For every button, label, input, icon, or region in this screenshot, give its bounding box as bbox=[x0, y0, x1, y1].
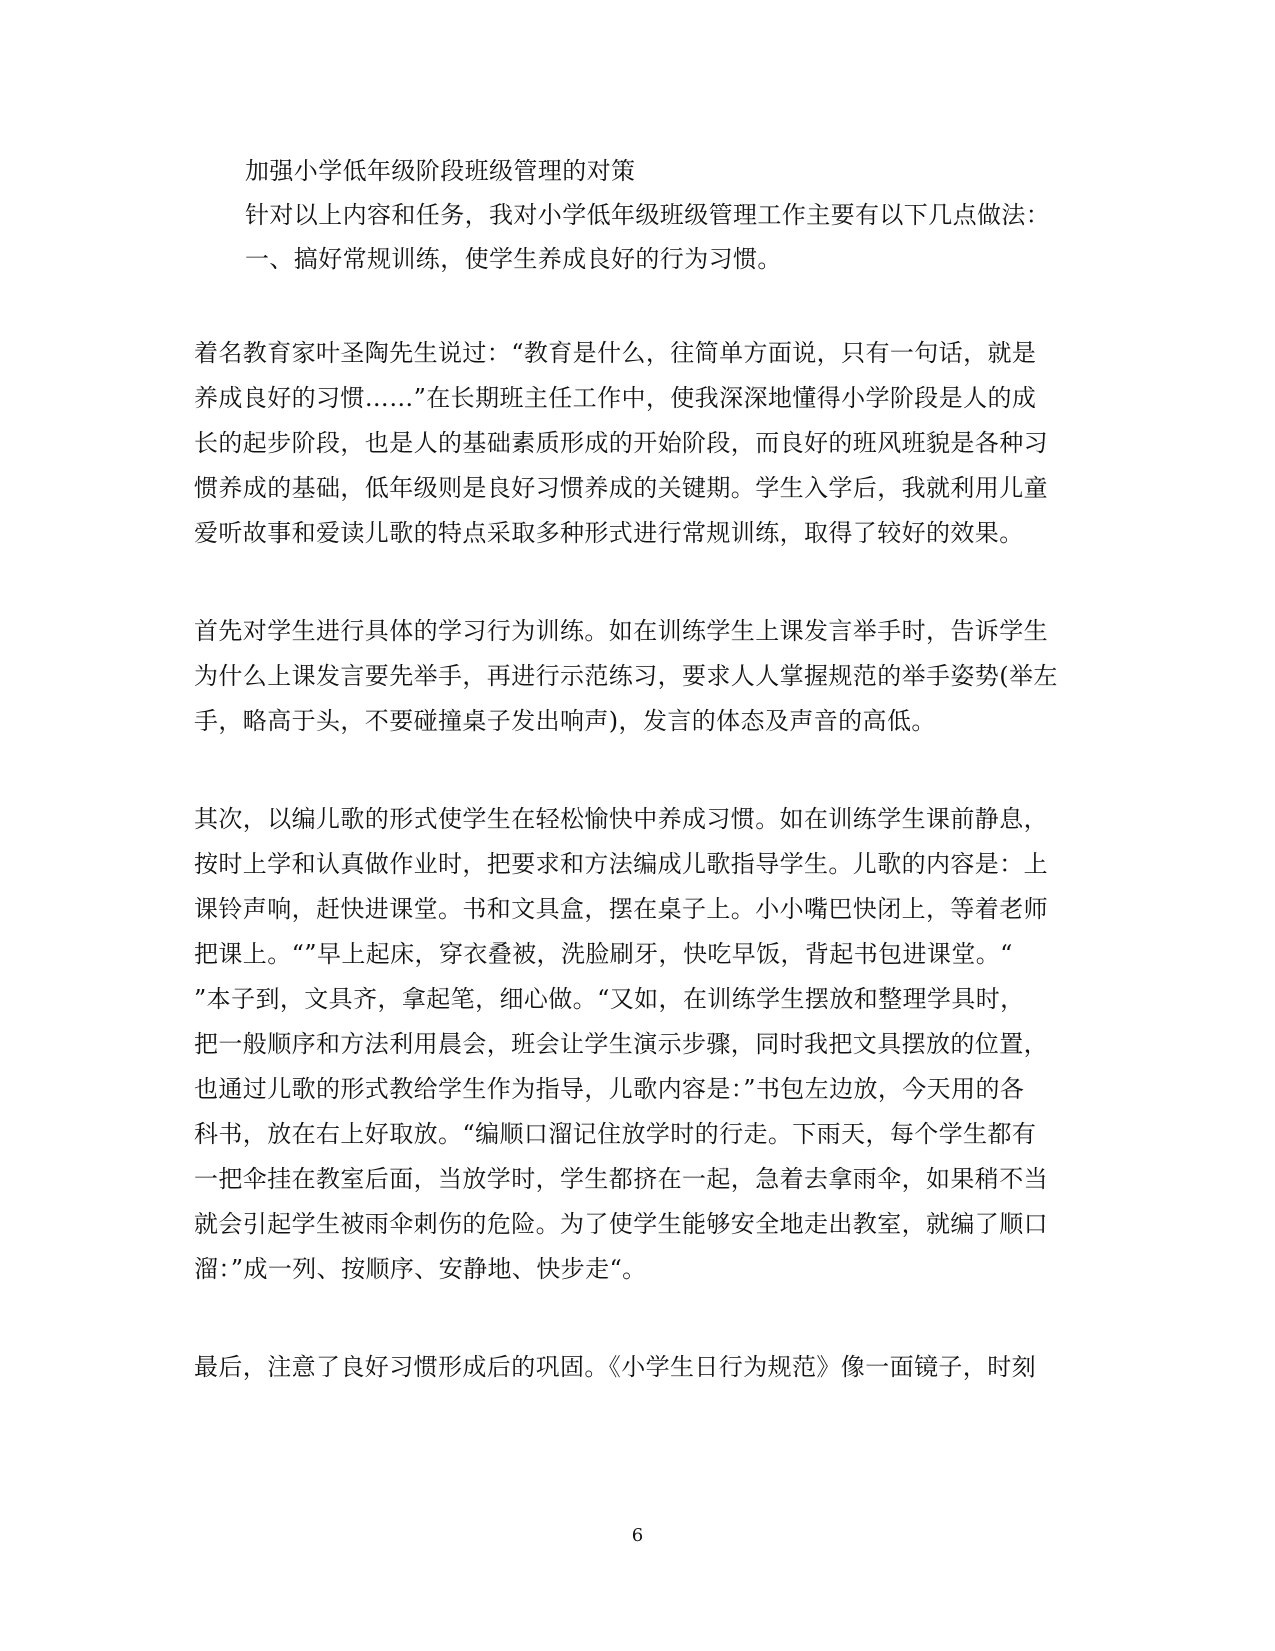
paragraph-line: 科书，放在右上好取放。“编顺口溜记住放学时的行走。下雨天，每个学生都有 bbox=[194, 1120, 1037, 1148]
page-number: 6 bbox=[631, 1525, 644, 1546]
paragraph-line: 手，略高于头，不要碰撞桌子发出响声)，发言的体态及声音的高低。 bbox=[194, 707, 936, 735]
paragraph-line: 就会引起学生被雨伞刺伤的危险。为了使学生能够安全地走出教室，就编了顺口 bbox=[194, 1210, 1048, 1238]
paragraph-line: 着名教育家叶圣陶先生说过：“教育是什么，往简单方面说，只有一句话，就是 bbox=[194, 339, 1037, 367]
section-heading: 加强小学低年级阶段班级管理的对策 bbox=[245, 157, 636, 185]
paragraph-line: 惯养成的基础，低年级则是良好习惯养成的关键期。学生入学后，我就利用儿童 bbox=[194, 474, 1048, 502]
paragraph-line: 长的起步阶段，也是人的基础素质形成的开始阶段，而良好的班风班貌是各种习 bbox=[194, 429, 1048, 457]
paragraph-line: 一把伞挂在教室后面，当放学时，学生都挤在一起，急着去拿雨伞，如果稍不当 bbox=[194, 1165, 1048, 1193]
paragraph-line: 把一般顺序和方法利用晨会，班会让学生演示步骤，同时我把文具摆放的位置， bbox=[194, 1030, 1048, 1058]
paragraph-line: 首先对学生进行具体的学习行为训练。如在训练学生上课发言举手时，告诉学生 bbox=[194, 617, 1048, 645]
paragraph-line: 课铃声响，赶快进课堂。书和文具盒，摆在桌子上。小小嘴巴快闭上，等着老师 bbox=[194, 895, 1048, 923]
subsection-heading: 一、搞好常规训练，使学生养成良好的行为习惯。 bbox=[245, 245, 782, 273]
paragraph-line: ”本子到，文具齐，拿起笔，细心做。“又如，在训练学生摆放和整理学具时， bbox=[194, 985, 1025, 1013]
paragraph-line: 也通过儿歌的形式教给学生作为指导，儿歌内容是：”书包左边放，今天用的各 bbox=[194, 1075, 1025, 1103]
paragraph-line: 其次，以编儿歌的形式使学生在轻松愉快中养成习惯。如在训练学生课前静息， bbox=[194, 805, 1048, 833]
paragraph-line: 按时上学和认真做作业时，把要求和方法编成儿歌指导学生。儿歌的内容是：上 bbox=[194, 850, 1048, 878]
intro-line: 针对以上内容和任务，我对小学低年级班级管理工作主要有以下几点做法： bbox=[245, 201, 1051, 229]
paragraph-line: 最后，注意了良好习惯形成后的巩固。《小学生日行为规范》像一面镜子，时刻 bbox=[194, 1353, 1036, 1381]
paragraph-line: 把课上。“”早上起床，穿衣叠被，洗脸刷牙，快吃早饭，背起书包进课堂。“ bbox=[194, 940, 1013, 968]
paragraph-line: 溜：”成一列、按顺序、安静地、快步走“。 bbox=[194, 1255, 647, 1283]
paragraph-line: 为什么上课发言要先举手，再进行示范练习，要求人人掌握规范的举手姿势(举左 bbox=[194, 662, 1058, 690]
paragraph-line: 养成良好的习惯……”在长期班主任工作中，使我深深地懂得小学阶段是人的成 bbox=[194, 384, 1037, 412]
paragraph-line: 爱听故事和爱读儿歌的特点采取多种形式进行常规训练，取得了较好的效果。 bbox=[194, 519, 1024, 547]
